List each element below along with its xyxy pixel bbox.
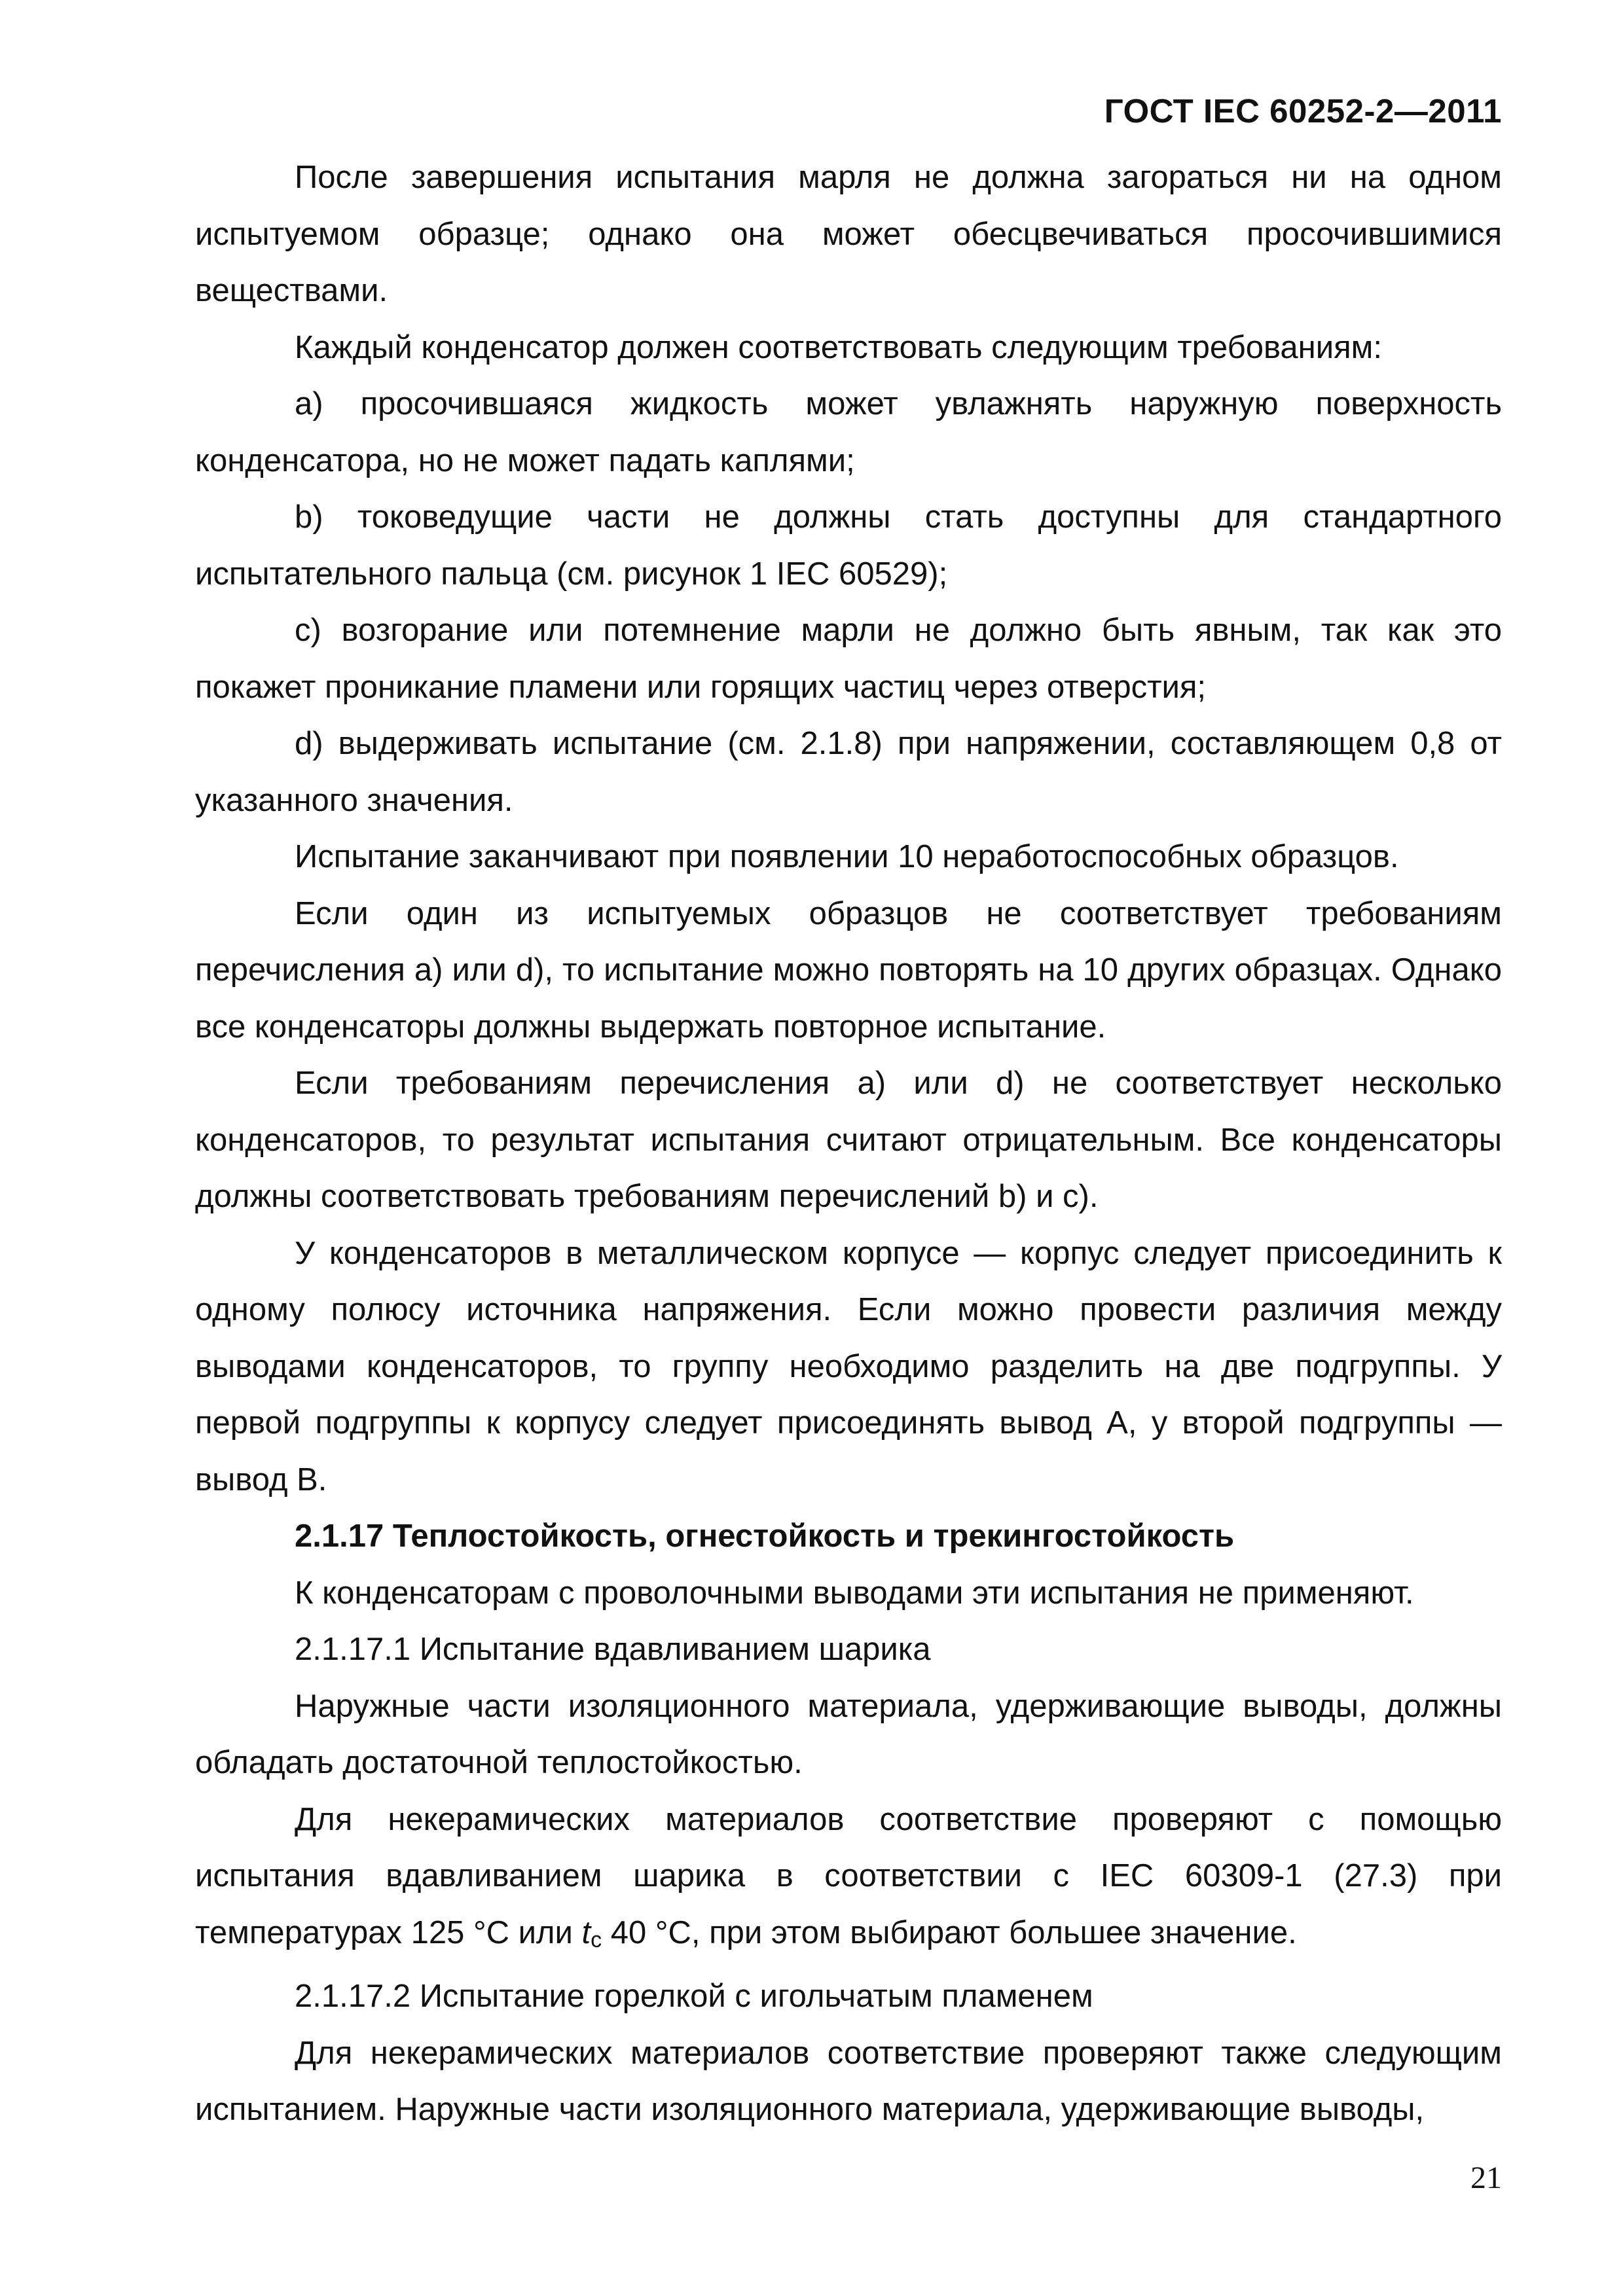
- subsection-heading-2-1-17-2: 2.1.17.2 Испытание горелкой с игольчатым пламенем: [295, 1979, 1093, 2014]
- paragraph-wire-leads-note: К конденсаторам с проволочными выводами эти испытания не применяют.: [295, 1575, 1414, 1611]
- paragraph-retest: Если один из испытуемых образцов не соответствует требованиям перечисления a) или d), то испытание можно повторять на 10 других образцах. Однако все конденсаторы должны выдержать повторное испытание.: [195, 895, 1502, 1045]
- page-number: 21: [1470, 2161, 1502, 2195]
- ball-pressure-text-end: 40 °С, при этом выбирают большее значение.: [602, 1914, 1297, 1950]
- list-item-c: c) возгорание или потемнение марли не должно быть явным, так как это покажет проникание пламени или горящих частиц через отверстия;: [195, 613, 1502, 705]
- paragraph-gauze-result: После завершения испытания марля не должна загораться ни на одном испытуемом образце; однако она может обесцвечиваться просочившимися веществами.: [195, 160, 1502, 308]
- temperature-subscript: c: [591, 1927, 602, 1952]
- list-item-d: d) выдерживать испытание (см. 2.1.8) при напряжении, составляющем 0,8 от указанного значения.: [195, 726, 1502, 818]
- body-text: [195, 149, 1502, 2138]
- paragraph-needle-flame-test: Для некерамических материалов соответствие проверяют также следующим испытанием. Наружные части изоляционного материала, удерживающие выводы,: [195, 2035, 1502, 2127]
- subsection-heading-2-1-17-1: 2.1.17.1 Испытание вдавливанием шарика: [295, 1632, 931, 1667]
- paragraph-test-end: Испытание заканчивают при появлении 10 неработоспособных образцов.: [295, 839, 1399, 874]
- paragraph-ball-pressure-test: [195, 1791, 1502, 1969]
- ball-pressure-text-start: Для некерамических материалов соответствие проверяют с помощью испытания вдавливанием шарика в соответствии с IEC 60309-1 (27.3) при температурах 125 °С или: [195, 1801, 1502, 1950]
- list-item-b: b) токоведущие части не должны стать доступны для стандартного испытательного пальца (см. рисунок 1 IEC 60529);: [195, 499, 1502, 592]
- paragraph-metal-case: У конденсаторов в металлическом корпусе — корпус следует присоединить к одному полюсу источника напряжения. Если можно провести различия между выводами конденсаторов, то группу необходимо разделить на две подгруппы. У первой подгруппы к корпусу следует присоединять вывод A, у второй подгруппы — вывод B.: [195, 1235, 1502, 1498]
- paragraph-heat-resistance: Наружные части изоляционного материала, удерживающие выводы, должны обладать достаточной теплостойкостью.: [195, 1688, 1502, 1780]
- paragraph-requirements-intro: Каждый конденсатор должен соответствовать следующим требованиям:: [295, 329, 1382, 365]
- list-item-a: а) просочившаяся жидкость может увлажнять наружную поверхность конденсатора, но не может падать каплями;: [195, 386, 1502, 478]
- standard-code-header: ГОСТ IEC 60252-2—2011: [1104, 92, 1502, 130]
- section-heading-2-1-17: 2.1.17 Теплостойкость, огнестойкость и трекингостойкость: [295, 1518, 1235, 1554]
- paragraph-negative-result: Если требованиям перечисления a) или d) не соответствует несколько конденсаторов, то результат испытания считают отрицательным. Все конденсаторы должны соответствовать требованиям перечислений b) и c).: [195, 1066, 1502, 1214]
- temperature-variable: t: [581, 1914, 591, 1950]
